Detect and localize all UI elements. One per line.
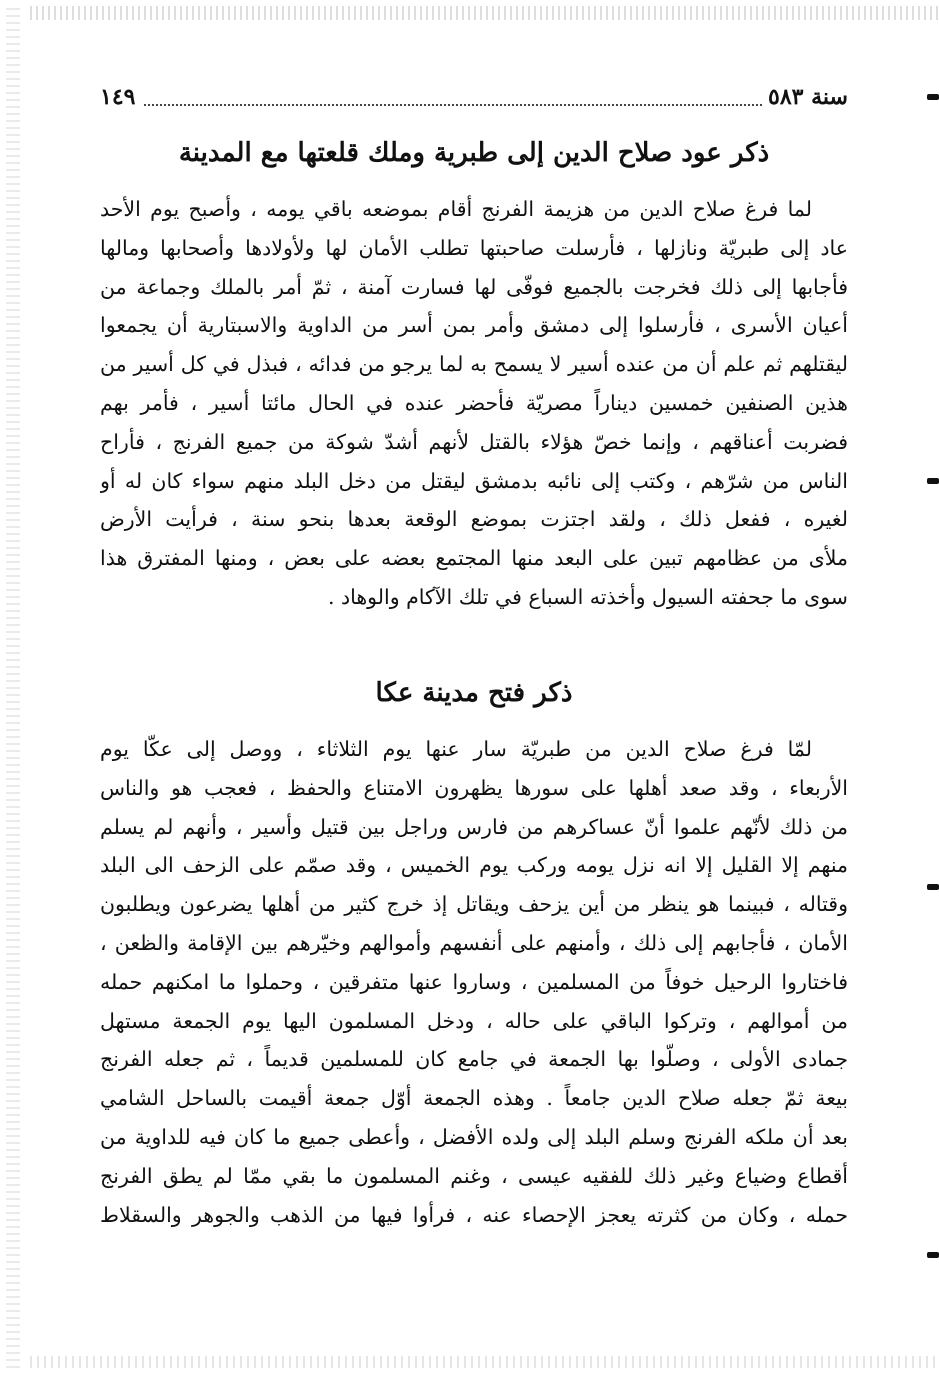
edge-tab-mark <box>927 94 939 100</box>
text-line: لمّا فرغ صلاح الدين من طبريّة سار عنها يوم الثلاثاء ، ووصل إلى عكّا يوم <box>100 737 812 761</box>
section-body-acre <box>100 730 848 1234</box>
text-line: جمادى الأولى ، وصلّوا بها الجمعة في جامع كان للمسلمين قديماً ، ثم جعله الفرنج <box>100 1047 848 1072</box>
text-line: الأمان ، فأجابهم إلى ذلك ، وأمنهم على أنفسهم وأموالهم وخيّرهم بين الإقامة والظعن ، <box>100 930 848 955</box>
text-line: فاختاروا الرحيل خوفاً من المسلمين ، وساروا عنها متفرقين ، وحملوا ما امكنهم حمله <box>100 969 848 994</box>
running-header <box>100 84 848 114</box>
text-line: الأربعاء ، وقد صعد أهلها على سورها يظهرون الامتناع والحفظ ، فعجب هو والناس <box>100 775 848 800</box>
text-line: بعد أن ملكه الفرنج وسلم البلد إلى ولده الأفضل ، وأعطى جميع ما كان فيه للداوية من <box>100 1124 848 1149</box>
text-line: عاد إلى طبريّة ونازلها ، فأرسلت صاحبتها تطلب الأمان لها ولأولادها وأصحابها ومالها <box>100 235 848 260</box>
text-line: من أموالهم ، وتركوا الباقي على حاله ، ودخل المسلمون اليها يوم الجمعة مستهل <box>100 1008 848 1033</box>
text-line: هذين الصنفين خمسين ديناراً مصريّة فأحضر عنده في الحال مائتا أسير ، فأمر بهم <box>100 390 848 415</box>
section-heading-tiberias: ذكر عود صلاح الدين إلى طبرية وملك قلعتها مع المدينة <box>178 138 770 168</box>
page-number: ١٤٩ <box>100 84 136 110</box>
text-line: فأجابها إلى ذلك فخرجت بالجميع فوفّى لها فسارت آمنة ، ثمّ أمر بالملك وجماعة من <box>100 274 848 299</box>
text-line: حمله ، وكان من كثرته يعجز الإحصاء عنه ، فرأوا فيها من الذهب والجوهر والسقلاط <box>100 1202 848 1227</box>
header-dotted-leader <box>144 104 762 106</box>
text-line: بيعة ثمّ جعله صلاح الدين جامعاً . وهذه الجمعة أوّل جمعة أقيمت بالساحل الشامي <box>100 1086 848 1111</box>
left-border-ornament <box>6 6 20 1368</box>
edge-tab-mark <box>927 884 939 890</box>
text-line: لغيره ، ففعل ذلك ، ولقد اجتزت بموضع الوقعة بعدها بنحو سنة ، فرأيت الأرض <box>100 507 848 532</box>
text-line: فضربت أعناقهم ، وإنما خصّ هؤلاء بالقتل لأنهم أشدّ شوكة من جميع الفرنج ، فأراح <box>100 429 848 454</box>
edge-tab-mark <box>927 1252 939 1258</box>
section-body-tiberias <box>100 190 848 617</box>
text-line: منهم إلا القليل إلا انه نزل يومه وركب يوم الخميس ، وقد صمّم على الزحف الى البلد <box>100 853 848 878</box>
text-line: أقطاع وضياع وغير ذلك للفقيه عيسى ، وغنم المسلمون ما بقي ممّا لم يطق الفرنج <box>100 1163 848 1188</box>
section-heading-acre: ذكر فتح مدينة عكا <box>375 678 573 708</box>
text-line: أعيان الأسرى ، فأرسلوا إلى دمشق وأمر بمن أسر من الداوية والاسبتارية أن يجمعوا <box>100 313 848 338</box>
text-line: لما فرغ صلاح الدين من هزيمة الفرنج أقام بموضعه باقي يومه ، وأصبح يوم الأحد <box>100 197 812 221</box>
edge-tab-mark <box>927 478 939 484</box>
top-border-ornament <box>30 6 939 20</box>
bottom-border-ornament <box>30 1356 939 1368</box>
text-line: ليقتلهم ثم علم أن من عنده أسير لا يسمح به لما يرجو من فدائه ، فبذل في كل أسير من <box>100 352 848 377</box>
text-line: من ذلك لأنّهم علموا أنّ عساكرهم من فارس وراجل بين قتيل وأسير ، وأنهم لم يسلم <box>100 814 848 839</box>
text-line: ملأى من عظامهم تبين على البعد منها المجتمع بعضه على بعض ، ومنها المفترق هذا <box>100 546 848 571</box>
text-line: الناس من شرّهم ، وكتب إلى نائبه بدمشق ليقتل من دخل البلد منهم سواء كان له أو <box>100 468 848 493</box>
text-line: سوى ما جحفته السيول وأخذته السباع في تلك الآكام والوهاد . <box>327 584 848 609</box>
text-line: وقتاله ، فبينما هو ينظر من أين يزحف ويقاتل إذ خرج كثير من أهلها يضرعون ويطلبون <box>100 892 848 917</box>
header-year: سنة ٥٨٣ <box>768 84 848 110</box>
